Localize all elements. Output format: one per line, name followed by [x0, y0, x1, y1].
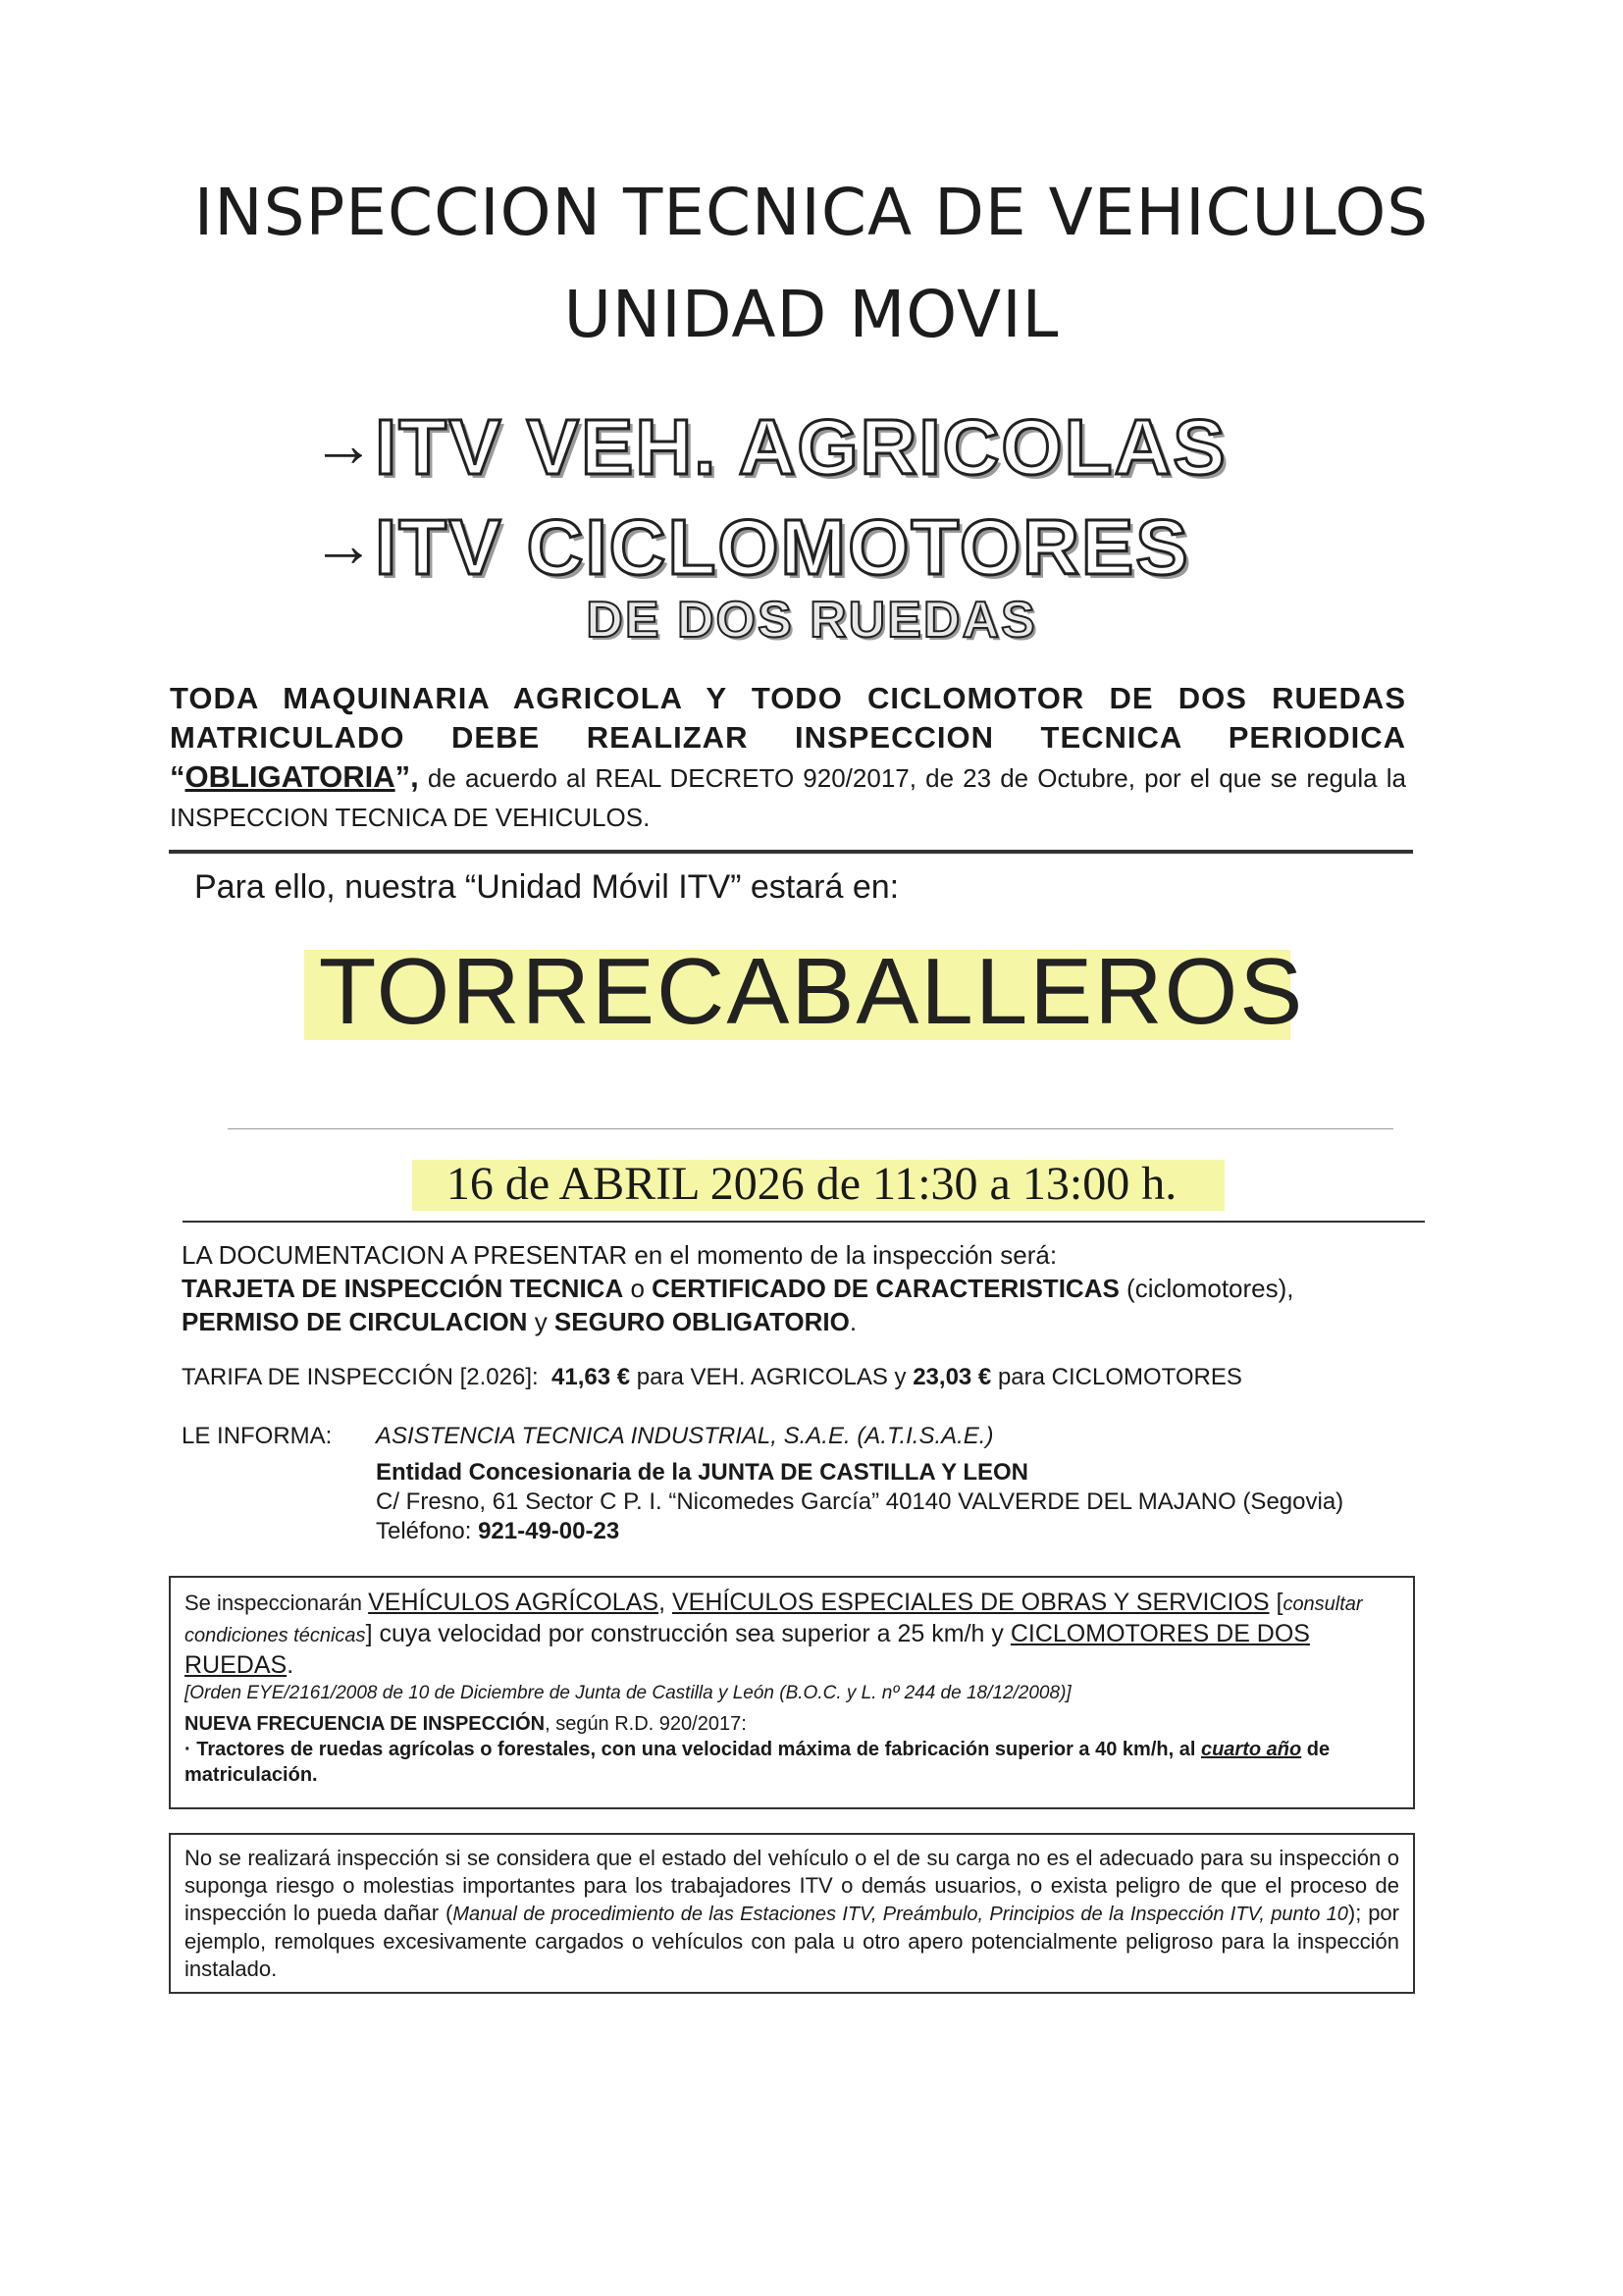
no-inspection-box [169, 1833, 1415, 1994]
doc-certificado: CERTIFICADO DE CARACTERISTICAS [652, 1274, 1120, 1303]
doc-seguro: SEGURO OBLIGATORIO [553, 1307, 850, 1336]
service-ciclomotores-label: ITV CICLOMOTORES [375, 503, 1190, 591]
scope-especiales: VEHÍCULOS ESPECIALES DE OBRAS Y SERVICIOS [671, 1589, 1270, 1616]
price-ciclomotores: 23,03 € [913, 1364, 992, 1390]
service-agricolas [312, 400, 1228, 492]
location-lead: Para ello, nuestra “Unidad Móvil ITV” estará en: [194, 868, 900, 906]
obligatoria-label: OBLIGATORIA [184, 759, 395, 794]
arrow-icon: → [312, 409, 375, 480]
arrow-icon: → [312, 509, 375, 580]
informa-details [376, 1458, 1343, 1546]
informa-address: C/ Fresno, 61 Sector C P. I. “Nicomedes García” 40140 VALVERDE DEL MAJANO (Segovia) [376, 1488, 1344, 1515]
price-agricolas: 41,63 € [551, 1364, 631, 1390]
intro-bold: TODA MAQUINARIA AGRICOLA Y TODO CICLOMOTOR DE DOS RUEDAS MATRICULADO DEBE REALIZAR INSPECCION TECNICA PERIODICA [170, 681, 1406, 755]
doc-end: . [849, 1307, 858, 1336]
divider-top [169, 850, 1413, 854]
informa-label: LE INFORMA: [182, 1423, 333, 1449]
quote-open: “ [170, 759, 185, 794]
service-ciclomotores [312, 500, 1190, 592]
informa-company: ASISTENCIA TECNICA INDUSTRIAL, S.A.E. (A.T.I.S.A.E.) [376, 1423, 994, 1449]
intro-rest: de acuerdo al REAL DECRETO 920/2017, de 23 de Octubre, por el que se regula la INSPECCION TECNICA DE VEHICULOS. [170, 763, 1406, 832]
doc-note: (ciclomotores), [1119, 1274, 1294, 1303]
doc-tarjeta: TARJETA DE INSPECCIÓN TECNICA [182, 1274, 624, 1303]
event-date: 16 de ABRIL 2026 de 11:30 a 13:00 h. [445, 1158, 1178, 1210]
no-inspection-text: No se realizará inspección si se considera que el estado del vehículo o el de su carga no es el adecuado para su inspección o suponga riesgo o molestias importantes para los trabajadores ITV o demás usuarios, o exista peligro de que el proceso de inspección lo pueda dañar (Manual de procedimiento de las Estaciones ITV, Preámbulo, Principios de la Inspección ITV, punto 10); por ejemplo, remolques excesivamente cargados o vehículos con pala u otro apero potencialmente peligroso para la inspección instalado. [184, 1846, 1399, 1981]
divider-date-bottom [183, 1221, 1425, 1223]
title-line-2: UNIDAD MOVIL [563, 277, 1060, 352]
scope-text: Se inspeccionarán VEHÍCULOS AGRÍCOLAS, VEHÍCULOS ESPECIALES DE OBRAS Y SERVICIOS [consultar condiciones técnicas] cuya velocidad por construcción sea superior a 25 km/h y CICLOMOTORES DE DOS RUEDAS. [184, 1589, 1363, 1679]
doc-y: y [527, 1307, 554, 1336]
inspection-scope-box [169, 1576, 1415, 1809]
phone-number: 921-49-00-23 [478, 1518, 620, 1544]
tarifa-label: TARIFA DE INSPECCIÓN [2.026]: [182, 1364, 539, 1390]
intro-rest-block [170, 757, 1406, 837]
doc-permiso: PERMISO DE CIRCULACION [182, 1307, 528, 1336]
quote-close: ”, [394, 759, 419, 794]
manual-reference: Manual de procedimiento de las Estaciones ITV, Preámbulo, Principios de la Inspección ITV, punto 10 [452, 1904, 1348, 1925]
documentation-block [182, 1238, 1428, 1338]
scope-bullet: · Tractores de ruedas agrícolas o forestales, con una velocidad máxima de fabricación superior a 40 km/h, al cuarto año de matriculación. [184, 1739, 1331, 1786]
service-dos-ruedas [0, 589, 1623, 652]
doc-o: o [623, 1274, 653, 1303]
scope-agricolas: VEHÍCULOS AGRÍCOLAS [368, 1589, 659, 1616]
tarifa-text2: para CICLOMOTORES [991, 1364, 1242, 1390]
divider-date-top [228, 1128, 1393, 1129]
title-line-1: INSPECCION TECNICA DE VEHICULOS [193, 175, 1430, 250]
town-name: TORRECABALLEROS [318, 939, 1305, 1044]
informa-entity: Entidad Concesionaria de la JUNTA DE CASTILLA Y LEON [376, 1459, 1028, 1486]
documentation-intro: LA DOCUMENTACION A PRESENTAR en el momento de la inspección será: [182, 1240, 1058, 1270]
scope-condiciones: consultar condiciones técnicas [184, 1593, 1363, 1646]
tarifa-text1: para VEH. AGRICOLAS y [630, 1364, 914, 1390]
service-dos-ruedas-label: DE DOS RUEDAS [586, 592, 1037, 649]
scope-frecuencia: NUEVA FRECUENCIA DE INSPECCIÓN, según R.D. 920/2017: [184, 1713, 747, 1735]
scope-orden: [Orden EYE/2161/2008 de 10 de Diciembre de Junta de Castilla y León (B.O.C. y L. nº 244 de 18/12/2008)] [184, 1683, 1072, 1703]
phone-label: Teléfono: [376, 1518, 479, 1544]
intro-paragraph [170, 679, 1406, 837]
service-agricolas-label: ITV VEH. AGRICOLAS [375, 403, 1228, 491]
tarifa-line [182, 1362, 1242, 1393]
scope-ciclomotores: CICLOMOTORES DE DOS RUEDAS [184, 1620, 1310, 1679]
